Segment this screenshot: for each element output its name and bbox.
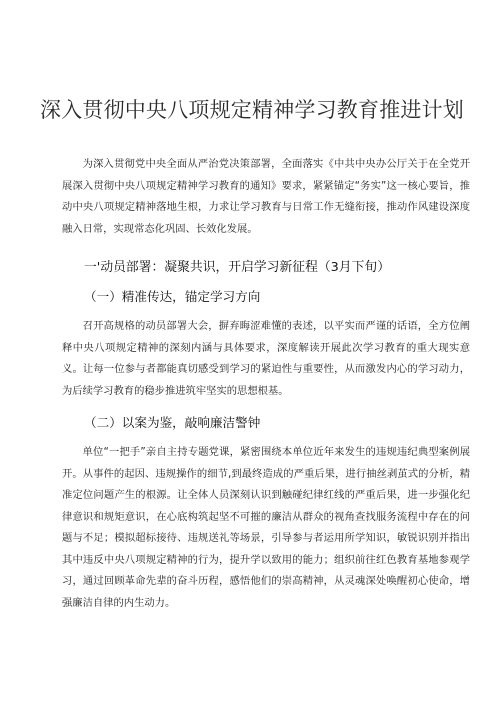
document-title: 深入贯彻中央八项规定精神学习教育推进计划 (40, 98, 464, 122)
subsection-paragraph-1: 召开高规格的动员部署大会，摒弃晦涩难懂的表述，以平实而严谨的话语，全方位阐释中央八项规定精神的深刻内涵与具体要求，深度解读开展此次学习教育的重大现实意义。让每一位参与者都能真切感受到学习的紧迫性与重要性，从而激发内心的学习动力，为后续学习教育的稳步推进筑牢坚实的思想根基。 (62, 320, 470, 397)
subsection-heading-2: （二）以案为鉴，敲响廉洁警钟 (84, 415, 261, 430)
intro-paragraph: 为深入贯彻党中央全面从严治党决策部署，全面落实《中共中央办公厅关于在全党开展深入贯彻中央八项规定精神学习教育的通知》要求，紧紧锚定“务实”这一核心要旨，推动中央八项规定精神落地生根，力求让学习教育与日常工作无缝衔接，推动作风建设深度融入日常，实现常态化巩固、长效化发展。 (62, 158, 470, 235)
section-heading-1: 一'动员部署：凝聚共识，开启学习新征程（3月下旬） (84, 260, 390, 275)
subsection-paragraph-2: 单位“一把手”亲自主持专题党课，紧密围绕本单位近年来发生的违规违纪典型案例展开。从事件的起因、违规操作的细节,到最终造成的严重后果，进行抽丝剥茧式的分析，精准定位问题产生的根源。让全体人员深刻认识到触碰纪律红线的严重后果，进一步强化纪律意识和规矩意识，在心底构筑起坚不可摧的廉洁从群众的视角查找服务流程中存在的问题与不足；模拟超标接待、违规送礼等场景，引导参与者运用所学知识，敏锐识别并指出其中违反中央八项规定精神的行为，提升学以致用的能力；组织前往红色教育基地参观学习，通过回顾革命先辈的奋斗历程，感悟他们的崇高精神，从灵魂深处唤醒初心使命，增强廉洁自律的内生动力。 (62, 446, 470, 609)
subsection-heading-1: （一）精准传达，锚定学习方向 (84, 289, 261, 304)
